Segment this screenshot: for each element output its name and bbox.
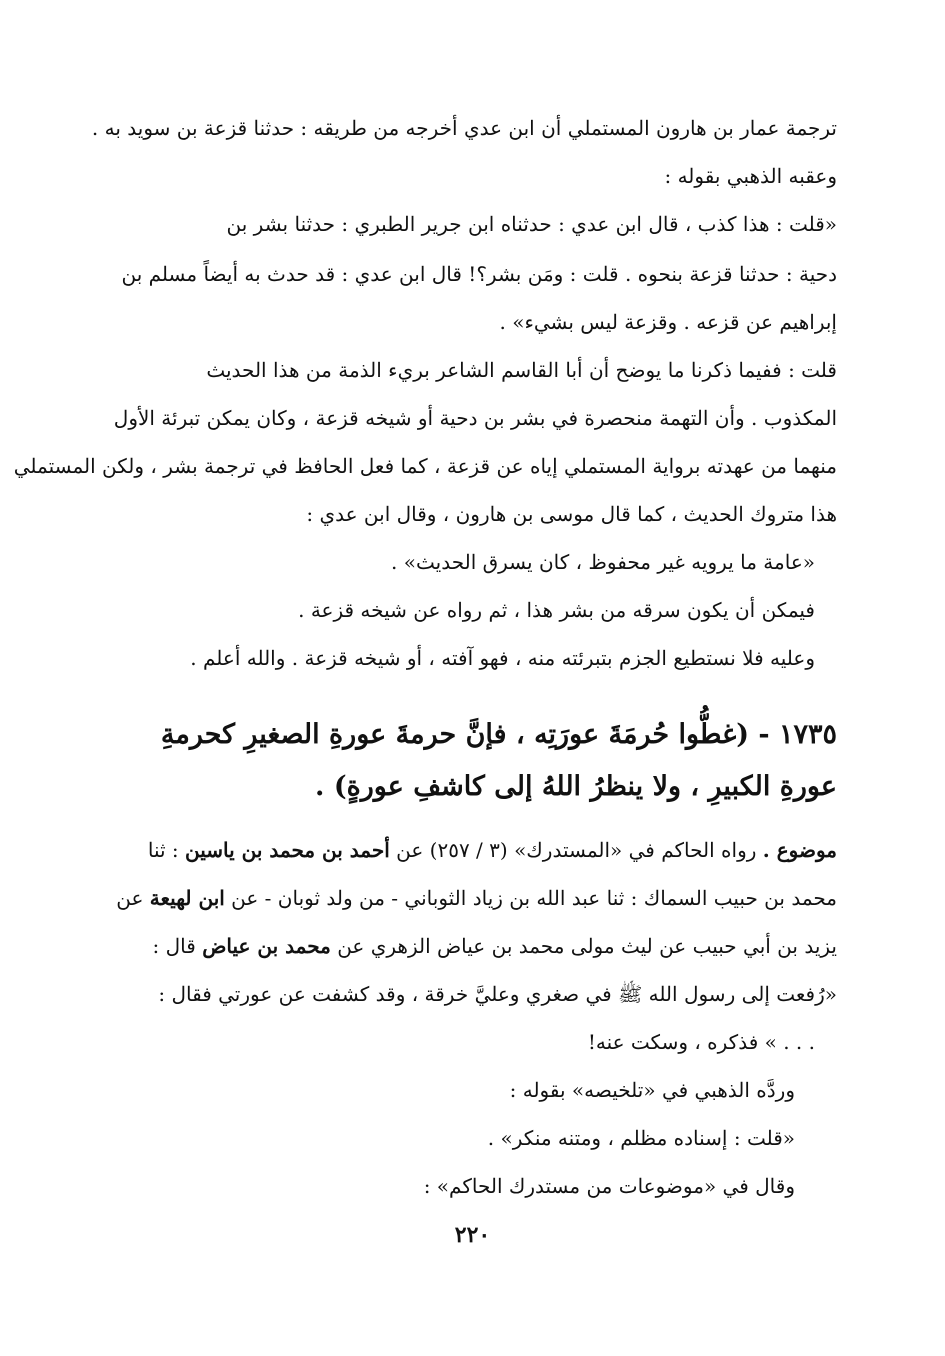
paragraph-line: ترجمة عمار بن هارون المستملي أن ابن عدي أخرجه من طريقه : حدثنا قزعة بن سويد به .: [91, 116, 837, 140]
paragraph-line: قلت : ففيما ذكرنا ما يوضح أن أبا القاسم الشاعر بريء الذمة من هذا الحديث: [206, 358, 837, 382]
verdict-label: موضوع .: [762, 838, 837, 862]
paragraph-line: هذا متروك الحديث ، كما قال موسى بن هارون ، وقال ابن عدي :: [306, 502, 837, 526]
paragraph-line: وقال في «موضوعات من مستدرك الحاكم» :: [423, 1174, 795, 1198]
quote-line: «رُفعت إلى رسول الله ﷺ في صغري وعليَّ خرقة ، وقد كشفت عن عورتي فقال :: [158, 982, 837, 1006]
quote-line: إبراهيم عن قزعه . وقزعة ليس بشيء» .: [499, 310, 837, 334]
hadith-title-line: عورةِ الكبيرِ ، ولا ينظرُ اللهُ إلى كاشفِ عورةٍ) .: [315, 771, 837, 802]
quote-line: «عامة ما يرويه غير محفوظ ، كان يسرق الحديث» .: [391, 550, 815, 574]
quote-line: . . . » فذكره ، وسكت عنه!: [587, 1030, 815, 1054]
paragraph-line: المكذوب . وأن التهمة منحصرة في بشر بن دحية أو شيخه قزعة ، وكان يمكن تبرئة الأول: [113, 406, 837, 430]
paragraph-line: [107, 830, 837, 870]
page-number: ٢٢٠: [454, 1222, 491, 1248]
narrator-name: أحمد بن محمد بن ياسين: [185, 838, 390, 862]
paragraph-line: فيمكن أن يكون سرقه من بشر هذا ، ثم رواه عن شيخه قزعة .: [298, 598, 815, 622]
paragraph-line: وعليه فلا نستطيع الجزم بتبرئته منه ، فهو آفته ، أو شيخه قزعة . والله أعلم .: [190, 646, 815, 670]
quote-line: «قلت : إسناده مظلم ، ومتنه منكر» .: [487, 1126, 795, 1150]
text-span: محمد بن حبيب السماك : ثنا عبد الله بن زياد الثوباني - من ولد ثوبان - عن: [224, 886, 837, 910]
paragraph-line: وعقبه الذهبي بقوله :: [664, 164, 837, 188]
quote-line: «قلت : هذا كذب ، قال ابن عدي : حدثناه ابن جرير الطبري : حدثنا بشر بن: [226, 212, 837, 236]
quote-line: دحية : حدثنا قزعة بنحوه . قلت : ومَن بشر؟! قال ابن عدي : قد حدث به أيضاً مسلم بن: [121, 262, 837, 286]
text-span: يزيد بن أبي حبيب عن ليث مولى محمد بن عياض الزهري عن: [330, 934, 837, 958]
paragraph-line: [107, 926, 837, 966]
narrator-name: محمد بن عياض: [202, 934, 331, 958]
paragraph-line: [107, 878, 837, 918]
text-span: قال :: [152, 934, 203, 958]
text-span: : ثنا: [147, 838, 185, 862]
paragraph-line: منهما من عهدته برواية المستملي إياه عن قزعة ، كما فعل الحافظ في ترجمة بشر ، ولكن المستملي: [13, 454, 837, 478]
narrator-name: ابن لهيعة: [149, 886, 225, 910]
paragraph-line: وردَّه الذهبي في «تلخيصه» بقوله :: [509, 1078, 795, 1102]
hadith-title-line: ١٧٣٥ - (غطُّوا حُرمَةَ عورَتِه ، فإنَّ حرمةَ عورةِ الصغيرِ كحرمةِ: [160, 719, 837, 750]
text-span: عن: [116, 886, 150, 910]
text-span: رواه الحاكم في «المستدرك» (٣ / ٢٥٧) عن: [389, 838, 763, 862]
